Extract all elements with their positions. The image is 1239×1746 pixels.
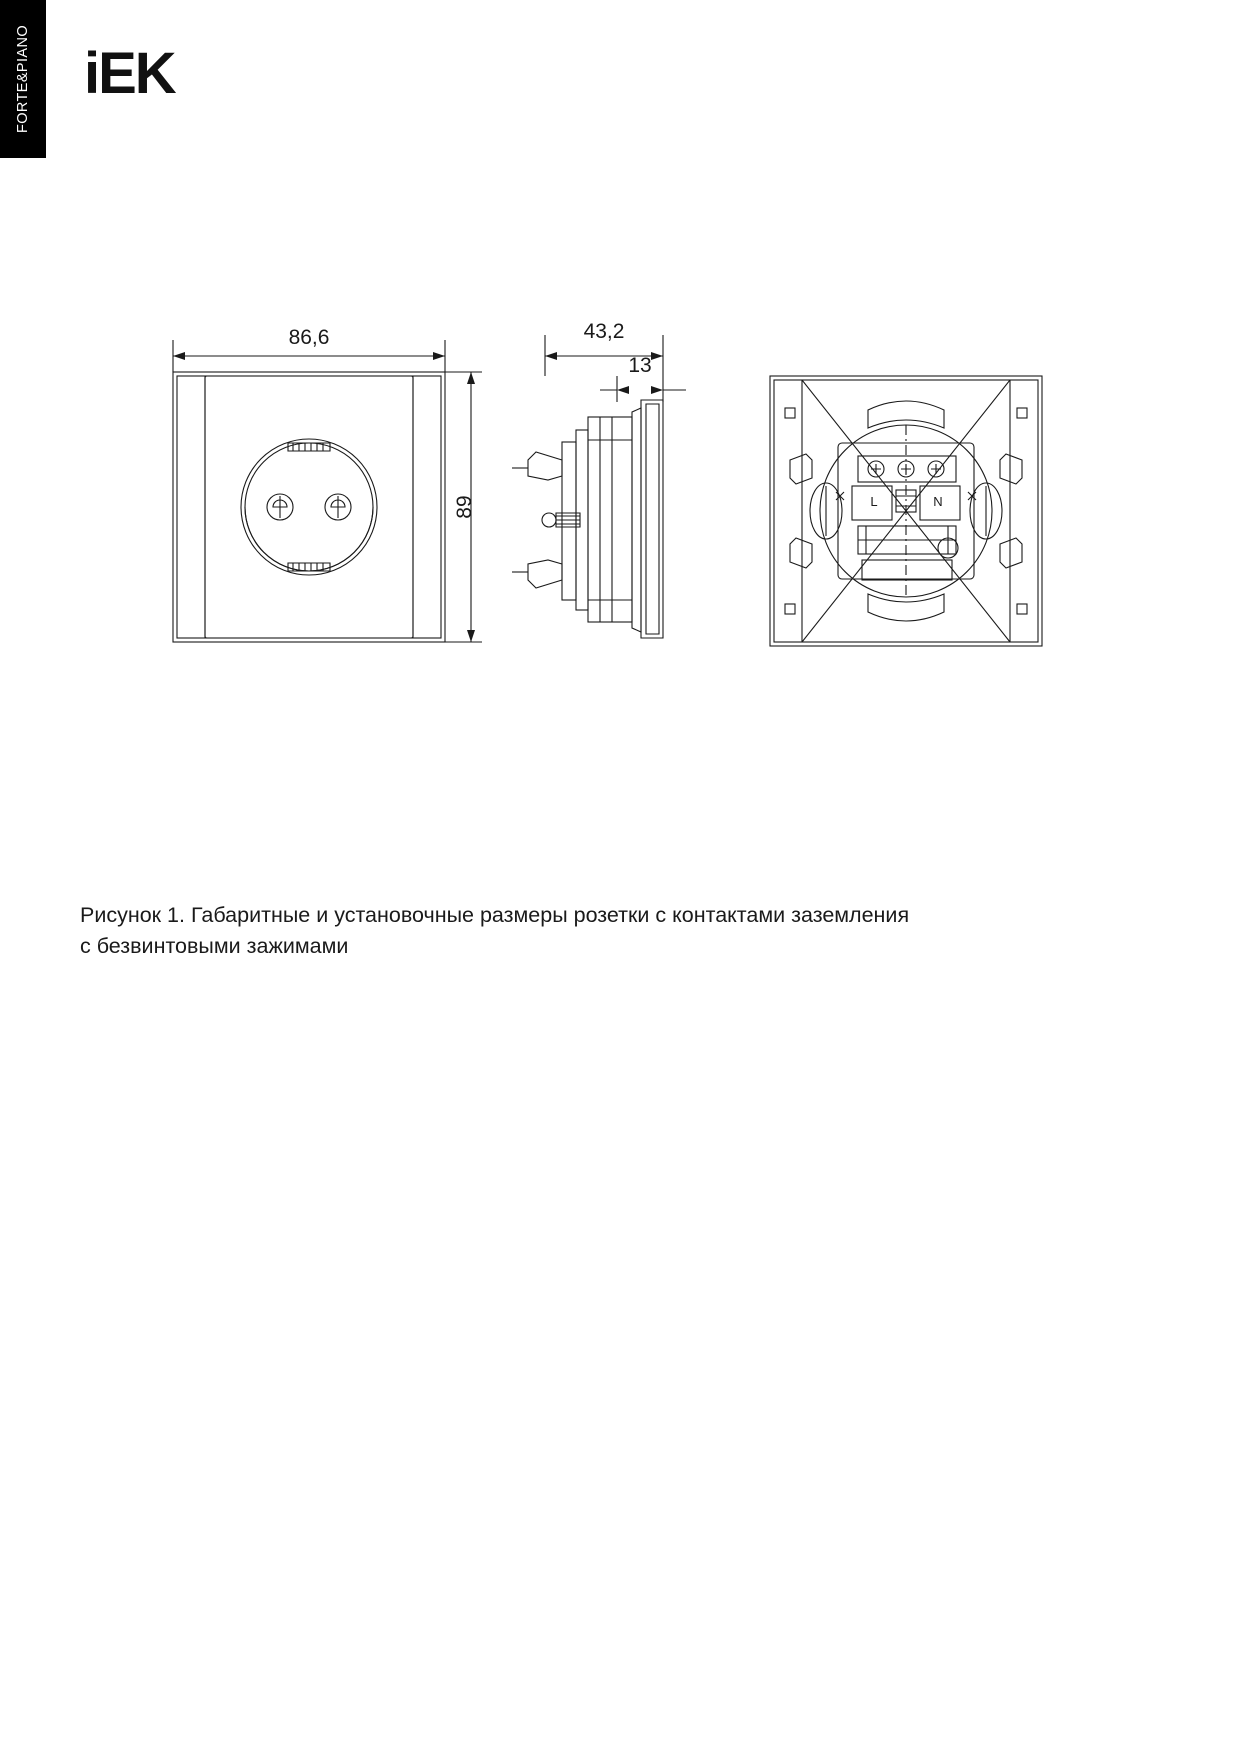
technical-drawing [0,280,1239,700]
iek-logo: iEK [84,41,175,106]
brand-vertical-label: FORTE&PIANO [15,24,31,134]
figure-caption-line-1: Рисунок 1. Габаритные и установочные размеры розетки с контактами заземления [80,903,910,927]
dim-front-depth-label: 13 [628,354,652,377]
terminal-label-line: L [870,494,878,509]
figure-caption [80,900,1090,962]
brand-bar [0,0,46,158]
dim-width-label: 86,6 [288,326,330,349]
figure-caption-line-2: с безвинтовыми зажимами [80,934,349,958]
terminal-label-neutral: N [933,494,943,509]
dim-height-label: 89 [453,495,476,519]
dim-depth-label: 43,2 [583,320,625,343]
